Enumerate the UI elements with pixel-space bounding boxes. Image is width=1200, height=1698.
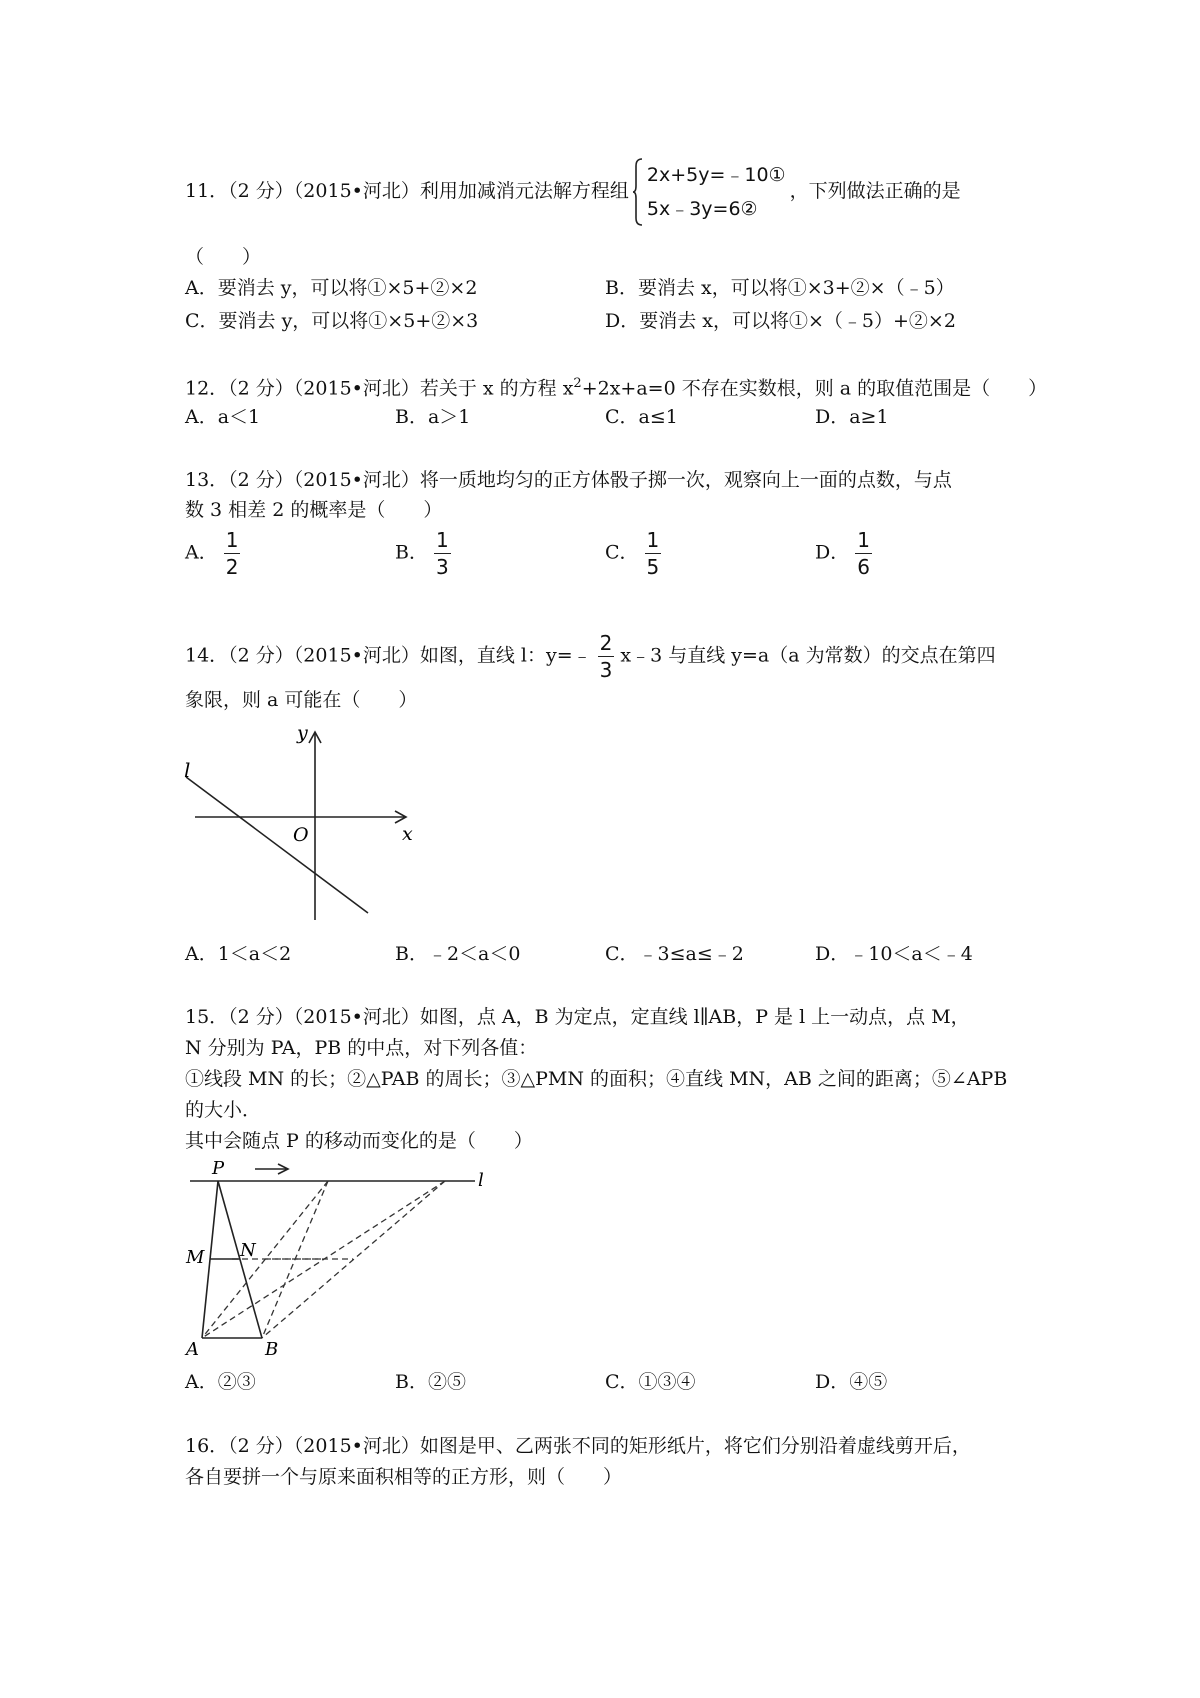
- q13-option-c-label: C．: [605, 541, 639, 564]
- q14-option-c: C．﹣3≤a≤﹣2: [605, 943, 744, 965]
- fraction-numerator: 1: [646, 528, 660, 552]
- q13-option-a-label: A．: [185, 541, 218, 564]
- q14-option-b: B．﹣2＜a＜0: [395, 943, 521, 965]
- label-m: M: [186, 1247, 205, 1268]
- q15-stem-line-1: 15．（2 分）（2015•河北）如图，点 A，B 为定点，定直线 l∥AB，P 是 l 上一动点，点 M，: [185, 1006, 970, 1028]
- q15-stem-line-3: ①线段 MN 的长；②△PAB 的周长；③△PMN 的面积；④直线 MN，AB 之间的距离；⑤∠APB: [185, 1068, 1008, 1090]
- q11-option-c: C．要消去 y，可以将①×5+②×3: [185, 310, 479, 332]
- q16-stem-line-1: 16．（2 分）（2015•河北）如图是甲、乙两张不同的矩形纸片，将它们分别沿着虚线剪开后，: [185, 1435, 971, 1457]
- q13-option-d: [815, 527, 878, 580]
- q14-slope-fraction: [598, 630, 615, 683]
- q13-option-b: [395, 527, 457, 580]
- q12-stem-post: +2x+a=0 不存在实数根，则 a 的取值范围是（ ）: [581, 377, 1048, 400]
- q11-prefix: 11．（2 分）（2015•河北）利用加减消元法解方程组: [185, 180, 629, 202]
- q11-option-a: A．要消去 y，可以将①×5+②×2: [185, 277, 478, 299]
- fraction-denominator: 5: [646, 555, 660, 579]
- fraction-denominator: 3: [435, 555, 449, 579]
- q15-option-c: C．①③④: [605, 1371, 696, 1393]
- label-b: B: [265, 1339, 279, 1358]
- fraction-numerator: 1: [435, 528, 449, 552]
- q14-figure: [180, 725, 420, 925]
- q15-figure: [180, 1158, 500, 1358]
- q11-suffix: ，下列做法正确的是: [789, 180, 961, 202]
- q14-option-d: D．﹣10＜a＜﹣4: [815, 943, 973, 965]
- left-brace-icon: [633, 158, 643, 226]
- label-x: x: [402, 823, 413, 845]
- q15-stem-line-5: 其中会随点 P 的移动而变化的是（ ）: [185, 1130, 533, 1152]
- fraction-denominator: 2: [225, 555, 239, 579]
- label-origin: O: [293, 824, 309, 846]
- q15-stem-line-2: N 分别为 PA，PB 的中点，对下列各值：: [185, 1037, 538, 1059]
- q12-option-a: A．a＜1: [185, 406, 261, 428]
- q13-option-b-label: B．: [395, 541, 428, 564]
- q12-option-c: C．a≤1: [605, 406, 678, 428]
- q12-stem-pre: 12．（2 分）（2015•河北）若关于 x 的方程 x: [185, 377, 574, 400]
- q13-option-a: [185, 527, 246, 580]
- q14-stem-post: x﹣3 与直线 y=a（a 为常数）的交点在第四: [620, 644, 996, 667]
- q15-option-d: D．④⑤: [815, 1371, 888, 1393]
- fraction-denominator: 6: [857, 555, 870, 579]
- fraction-numerator: 1: [857, 528, 870, 552]
- label-y: y: [297, 725, 308, 744]
- fraction-numerator: 2: [599, 631, 613, 655]
- q13-option-c: [605, 527, 667, 580]
- label-a: A: [186, 1339, 199, 1358]
- q14-stem-line-2: 象限，则 a 可能在（ ）: [185, 689, 418, 711]
- q11-equation-2: 5x﹣3y=6②: [646, 198, 758, 220]
- q14-option-a: A．1＜a＜2: [185, 943, 292, 965]
- q13-option-d-fraction: [855, 527, 872, 580]
- q13-option-a-fraction: [224, 527, 241, 580]
- q15-option-a: A．②③: [185, 1371, 256, 1393]
- q12-stem: [185, 370, 1047, 402]
- label-n: N: [240, 1240, 256, 1261]
- line-l: [186, 777, 368, 913]
- q13-stem-line-2: 数 3 相差 2 的概率是（ ）: [185, 499, 443, 521]
- q11-equation-system: [633, 158, 786, 226]
- q12-exponent: 2: [573, 376, 582, 391]
- fraction-denominator: 3: [599, 658, 613, 682]
- q11-option-b: B．要消去 x，可以将①×3+②×（﹣5）: [605, 277, 955, 299]
- label-p: P: [212, 1158, 225, 1179]
- q13-stem-line-1: 13．（2 分）（2015•河北）将一质地均匀的正方体骰子掷一次，观察向上一面的点数，与点: [185, 469, 952, 491]
- q11-answer-paren: （ ）: [185, 246, 262, 268]
- q11-equation-1: 2x+5y=﹣10①: [646, 164, 786, 186]
- label-l: l: [184, 758, 191, 782]
- fraction-numerator: 1: [225, 528, 239, 552]
- q12-option-b: B．a＞1: [395, 406, 471, 428]
- q11-option-d: D．要消去 x，可以将①×（﹣5）+②×2: [605, 310, 956, 332]
- q12-option-d: D．a≥1: [815, 406, 889, 428]
- q16-stem-line-2: 各自要拼一个与原来面积相等的正方形，则（ ）: [185, 1466, 623, 1488]
- q14-stem-pre: 14．（2 分）（2015•河北）如图，直线 l：y=﹣: [185, 644, 592, 667]
- q13-option-b-fraction: [434, 527, 451, 580]
- q11-stem: [185, 158, 961, 226]
- q14-stem: [185, 630, 996, 683]
- q13-option-c-fraction: [645, 527, 662, 580]
- q13-option-d-label: D．: [815, 541, 850, 564]
- label-l: l: [478, 1170, 484, 1191]
- q15-stem-line-4: 的大小．: [185, 1099, 262, 1121]
- q15-option-b: B．②⑤: [395, 1371, 466, 1393]
